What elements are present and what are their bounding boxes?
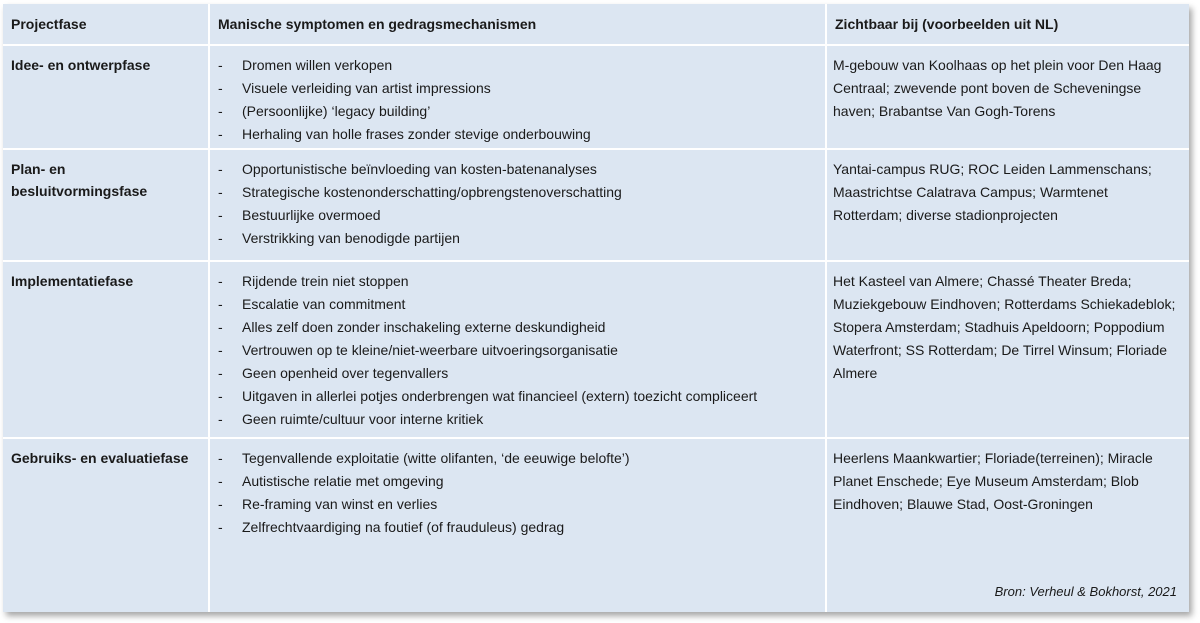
table-row [3,149,1189,261]
table-header-row [3,4,1189,45]
examples-cell [826,438,1189,612]
list-item-text: Autistische relatie met omgeving [242,473,444,489]
list-item-text: Zelfrechtvaardiging na foutief (of frauduleus) gedrag [242,519,565,535]
bullet-dash: - [218,411,223,427]
bullet-dash: - [218,126,223,142]
phase-table [3,4,1189,612]
bullet-dash: - [218,296,223,312]
symptoms-list [214,54,817,146]
phase-cell: Gebruiks- en evaluatiefase [3,438,209,612]
bullet-dash: - [218,473,223,489]
list-item [214,181,817,204]
symptoms-cell [209,261,826,438]
bullet-dash: - [218,103,223,119]
list-item-text: Opportunistische beïnvloeding van kosten-batenanalyses [242,161,597,177]
bullet-dash: - [218,184,223,200]
examples-cell: M-gebouw van Koolhaas op het plein voor Den Haag Centraal; zwevende pont boven de Scheveningse haven; Brabantse Van Gogh-Torens [826,45,1189,149]
header-zichtbaar-bij: Zichtbaar bij (voorbeelden uit NL) [826,4,1189,45]
phase-cell: Idee- en ontwerpfase [3,45,209,149]
list-item [214,54,817,77]
list-item-text: Vertrouwen op te kleine/niet-weerbare uitvoeringsorganisatie [242,342,618,358]
list-item [214,408,817,431]
table-row [3,261,1189,438]
bullet-dash: - [218,80,223,96]
list-item [214,270,817,293]
bullet-dash: - [218,273,223,289]
list-item [214,385,817,408]
list-item-text: Alles zelf doen zonder inschakeling externe deskundigheid [242,319,606,335]
symptoms-cell [209,45,826,149]
bullet-dash: - [218,161,223,177]
examples-cell: Het Kasteel van Almere; Chassé Theater Breda; Muziekgebouw Eindhoven; Rotterdams Schiekadeblok; Stopera Amsterdam; Stadhuis Apeldoorn; Poppodium Waterfront; SS Rotterdam; De Tirrel Winsum; Floriade Almere [826,261,1189,438]
bullet-dash: - [218,230,223,246]
bullet-dash: - [218,207,223,223]
list-item-text: Bestuurlijke overmoed [242,207,381,223]
symptoms-cell [209,149,826,261]
phase-cell: Implementatiefase [3,261,209,438]
list-item [214,339,817,362]
list-item [214,77,817,100]
list-item [214,100,817,123]
list-item [214,158,817,181]
list-item-text: Escalatie van commitment [242,296,406,312]
bullet-dash: - [218,319,223,335]
bullet-dash: - [218,450,223,466]
list-item [214,204,817,227]
list-item [214,470,817,493]
bullet-dash: - [218,342,223,358]
list-item-text: Strategische kostenonderschatting/opbrengstenoverschatting [242,184,622,200]
list-item [214,516,817,539]
list-item-text: Rijdende trein niet stoppen [242,273,409,289]
list-item [214,493,817,516]
symptoms-list [214,270,817,431]
examples-text: Heerlens Maankwartier; Floriade(terreinen); Miracle Planet Enschede; Eye Museum Amsterdam; Blob Eindhoven; Blauwe Stad, Oost-Groningen [833,450,1153,512]
table-row [3,45,1189,149]
symptoms-list [214,158,817,250]
list-item-text: Dromen willen verkopen [242,57,393,73]
list-item [214,447,817,470]
list-item-text: (Persoonlijke) ‘legacy building’ [242,103,431,119]
source-citation: Bron: Verheul & Bokhorst, 2021 [994,584,1177,599]
list-item-text: Re-framing van winst en verlies [242,496,438,512]
bullet-dash: - [218,388,223,404]
list-item-text: Geen openheid over tegenvallers [242,365,449,381]
list-item-text: Tegenvallende exploitatie (witte olifanten, ‘de eeuwige belofte’) [242,450,630,466]
list-item-text: Herhaling van holle frases zonder stevige onderbouwing [242,126,591,142]
list-item-text: Uitgaven in allerlei potjes onderbrengen wat financieel (extern) toezicht compliceert [242,388,758,404]
symptoms-cell [209,438,826,612]
list-item [214,316,817,339]
header-projectfase: Projectfase [3,4,209,45]
list-item [214,227,817,250]
list-item [214,293,817,316]
header-symptomen: Manische symptomen en gedragsmechanismen [209,4,826,45]
list-item [214,123,817,146]
bullet-dash: - [218,57,223,73]
list-item [214,362,817,385]
phase-cell: Plan- en besluitvormingsfase [3,149,209,261]
bullet-dash: - [218,496,223,512]
list-item-text: Geen ruimte/cultuur voor interne kritiek [242,411,484,427]
bullet-dash: - [218,519,223,535]
bullet-dash: - [218,365,223,381]
table-row [3,438,1189,612]
symptoms-list [214,447,817,539]
phase-table-container [3,4,1189,612]
list-item-text: Verstrikking van benodigde partijen [242,230,460,246]
list-item-text: Visuele verleiding van artist impressions [242,80,491,96]
examples-cell: Yantai-campus RUG; ROC Leiden Lammenschans; Maastrichtse Calatrava Campus; Warmtenet Rotterdam; diverse stadionprojecten [826,149,1189,261]
